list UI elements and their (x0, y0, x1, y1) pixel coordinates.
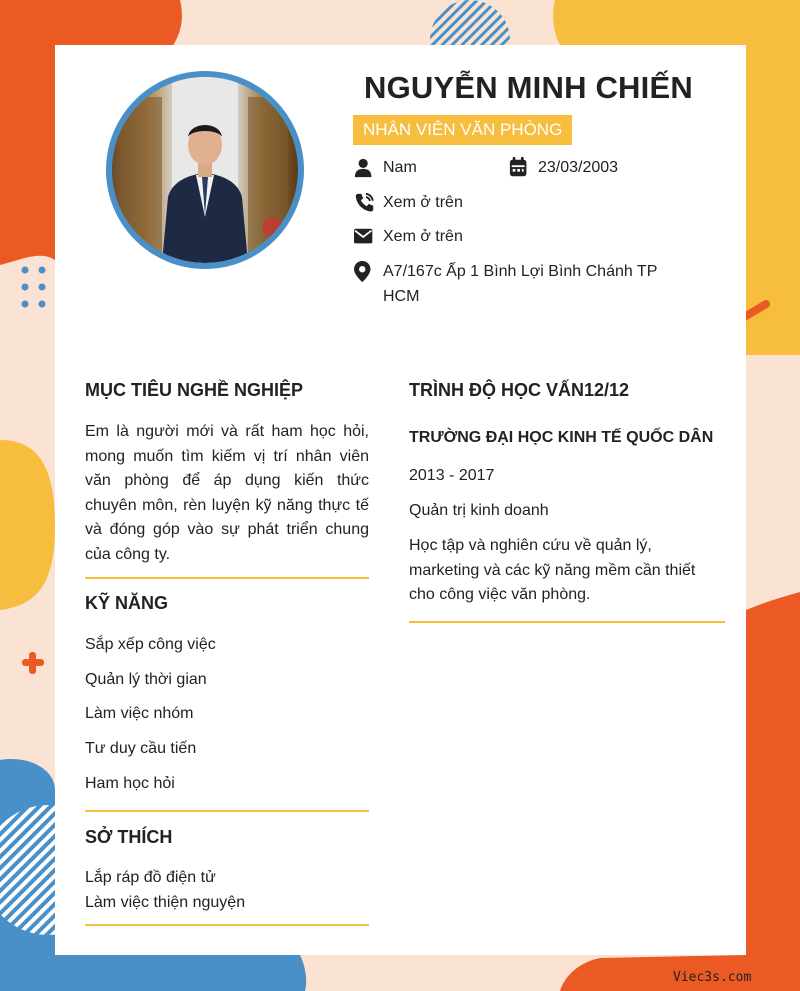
objective-divider (85, 577, 369, 579)
calendar-icon (509, 157, 531, 179)
skill-item: Sắp xếp công việc (85, 636, 216, 653)
map-pin-icon (354, 261, 376, 283)
gender-value: Nam (383, 159, 417, 176)
skill-item: Tư duy cầu tiến (85, 740, 197, 757)
skills-title: KỸ NĂNG (85, 593, 169, 613)
hobby-item: Lắp ráp đồ điện tử (85, 869, 216, 886)
education-title: TRÌNH ĐỘ HỌC VẤN12/12 (409, 380, 630, 400)
education-years: 2013 - 2017 (409, 467, 495, 484)
address-line-1: A7/167c Ấp 1 Bình Lợi Bình Chánh TP (383, 263, 658, 280)
school-name: TRƯỜNG ĐẠI HỌC KINH TẾ QUỐC DÂN (409, 429, 714, 446)
address-line-2: HCM (383, 288, 420, 305)
address-row (354, 259, 684, 309)
candidate-name: NGUYỄN MINH CHIẾN (364, 70, 693, 105)
objective-text: Em là người mới và rất ham học hỏi, mong muốn tìm kiếm vị trí nhân viên văn phòng để áp dụng kiến thức chuyên môn, rèn luyện kỹ năng thực tế và đóng góp vào sự phát triển chung của công ty. (85, 423, 369, 563)
gender-row (354, 155, 504, 180)
birthdate-row (509, 155, 659, 180)
email-value: Xem ở trên (383, 228, 463, 245)
hobbies-divider (85, 924, 369, 926)
education-description: Học tập và nghiên cứu về quản lý, marketing và các kỹ năng mềm cần thiết cho công việc văn phòng. (409, 537, 696, 604)
skill-item: Làm việc nhóm (85, 705, 194, 722)
avatar (106, 71, 304, 269)
job-title-badge: NHÂN VIÊN VĂN PHÒNG (353, 115, 572, 145)
birthdate-value: 23/03/2003 (538, 159, 619, 176)
watermark: Viec3s.com (673, 970, 752, 985)
hobbies-title: SỞ THÍCH (85, 827, 173, 847)
phone-icon (354, 192, 376, 214)
phone-value: Xem ở trên (383, 194, 463, 211)
envelope-icon (354, 226, 376, 248)
education-major: Quản trị kinh doanh (409, 502, 549, 519)
hobby-item: Làm việc thiện nguyện (85, 894, 246, 911)
user-icon (354, 157, 376, 179)
phone-row (354, 190, 554, 215)
skill-item: Ham học hỏi (85, 775, 175, 792)
email-row (354, 224, 554, 249)
education-divider (409, 621, 725, 623)
avatar-photo (112, 77, 298, 263)
objective-title: MỤC TIÊU NGHỀ NGHIỆP (85, 380, 304, 400)
skill-item: Quản lý thời gian (85, 671, 207, 688)
skills-divider (85, 810, 369, 812)
